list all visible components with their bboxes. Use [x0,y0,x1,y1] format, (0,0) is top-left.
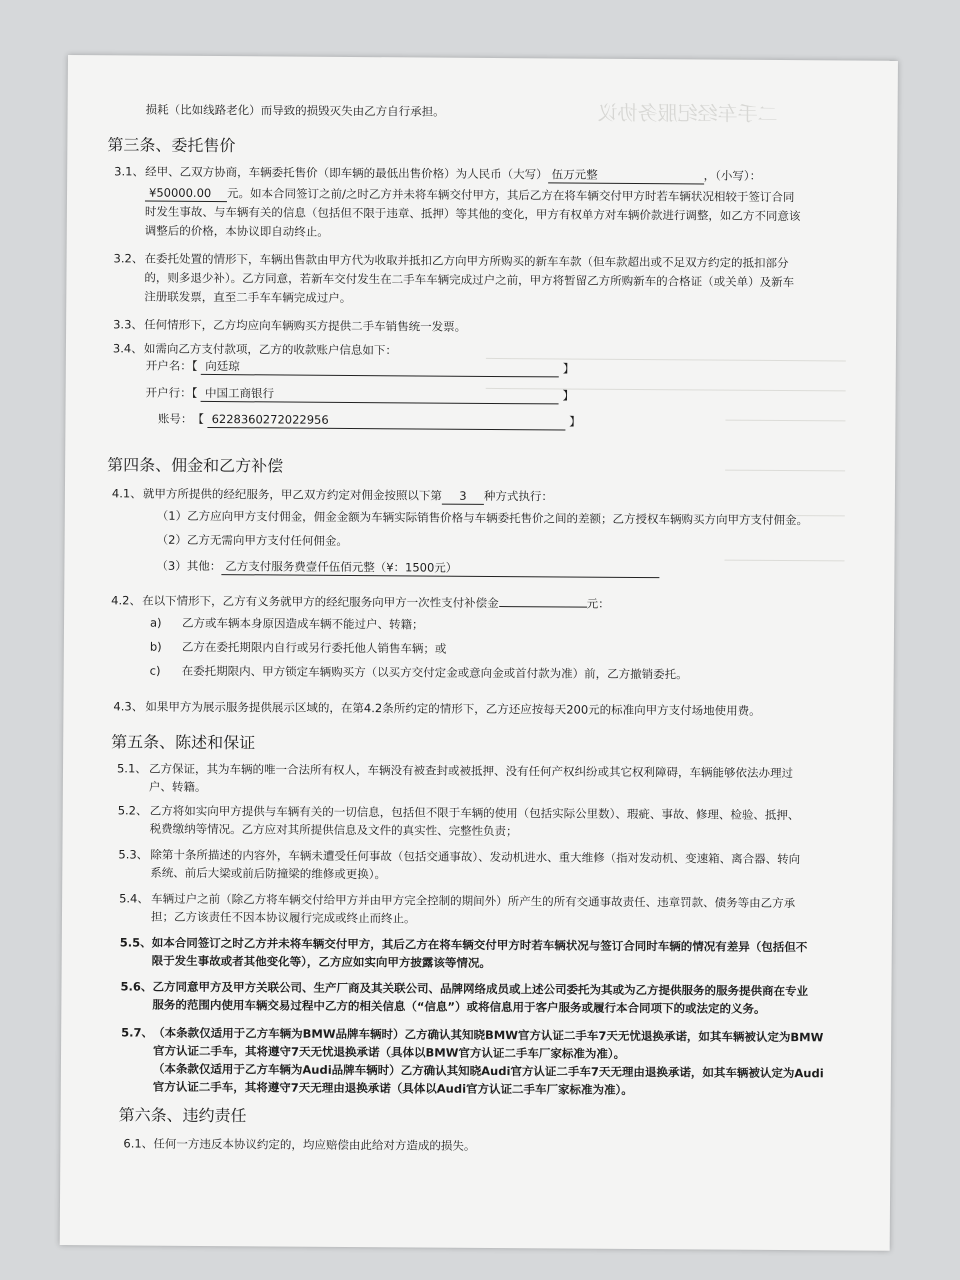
clause-3-2-line1: 在委托处置的情形下，车辆出售款由甲方代为收取并抵扣乙方向甲方所购买的新车车款（但车款超出或不足双方约定的抵扣部分 [144,251,789,271]
bracket-close: 】 [559,361,575,376]
clause-5-7-line4: 官方认证二手车，其将遵守7天无理由退换承诺（具体以Audi官方认证二手车厂家标准为准）。 [152,1079,633,1097]
clause-3-4-text: 如需向乙方支付款项，乙方的收款账户信息如下： [143,341,397,358]
condition-b-key: b) [149,639,162,654]
clause-5-7-line3: （本条款仅适用于乙方车辆为Audi品牌车辆时）乙方确认其知晓Audi官方认证二手车7天无理由退换承诺，如其车辆被认定为Audi [152,1061,824,1081]
article-6-title: 第六条、违约责任 [118,1105,247,1126]
account-number-row [145,411,580,431]
account-number-value: 6228360272022956 [208,411,566,430]
bracket-open: 【 [191,385,202,400]
clause-3-3-number: 3.3、 [113,317,143,332]
clause-4-2-number: 4.2、 [111,593,142,608]
clause-4-1-number: 4.1、 [111,486,142,501]
clause-5-6-line1: 乙方同意甲方及甲方关联公司、生产厂商及其关联公司、品牌网络成员或上述公司委托为其或为乙方提供服务的服务提供商在专业 [152,979,809,999]
compensation-amount-blank [499,606,587,608]
clause-5-4-number: 5.4、 [119,891,149,906]
clause-3-1-number: 3.1、 [114,164,145,179]
clause-5-2-line1: 乙方将如实向甲方提供与车辆有关的一切信息，包括但不限于车辆的使用（包括实际公里数）、瑕疵、事故、修理、检验、抵押、 [149,803,800,823]
commission-option-3: （3）其他： 乙方支付服务费壹仟伍佰元整（¥：1500元） [156,558,659,579]
clause-5-1-line2: 户、转籍。 [148,779,207,794]
contract-page [60,55,898,1251]
show-through-line [725,470,845,472]
bank-label: 开户行： [145,385,192,400]
clause-3-2-line2: 的，则多退少补）。乙方同意，若新车交付发生在二手车车辆完成过户之前，甲方将暂留乙方所购新车的合格证（或关单）及新车 [144,270,795,290]
article-3-title: 第三条、委托售价 [107,135,236,156]
clause-4-2-line: 在以下情形下，乙方有义务就甲方的经纪服务向甲方一次性支付补偿金 元： [142,593,610,611]
article-4-title: 第四条、佣金和乙方补偿 [107,455,284,476]
clause-5-4-line2: 担；乙方该责任不因本协议履行完成或终止而终止。 [150,909,416,926]
bank-value: 中国工商银行 [201,385,559,404]
clause-3-1-line2: ¥50000.00 元。如本合同签订之前/之时乙方并未将车辆交付甲方，其后乙方在将车辆交付甲方时若车辆状况相较于签订合同 [145,185,794,207]
clause-6-1-number: 6.1、 [123,1136,154,1151]
bracket-close: 】 [565,414,581,429]
clause-4-3-text: 如果甲方为展示服务提供展示区域的，在第4.2条所约定的情形下，乙方还应按每天200元的标准向甲方支付场地使用费。 [145,699,761,718]
condition-c-key: c) [149,663,161,678]
show-through-line [725,420,845,422]
article-5-title: 第五条、陈述和保证 [111,732,256,753]
condition-c-text: 在委托期限内、甲方锁定车辆购买方（以买方交付定金或意向金或首付款为准）前，乙方撤销委托。 [181,663,688,682]
clause-3-4-number: 3.4、 [112,341,143,356]
bracket-open: 【 [191,358,202,373]
price-in-figures: ¥50000.00 [145,185,227,203]
clause-5-7-line1: （本条款仅适用于乙方车辆为BMW品牌车辆时）乙方确认其知晓BMW官方认证二手车7天无忧退换承诺，如其车辆被认定为BMW [153,1025,824,1045]
condition-a-key: a) [149,615,162,630]
condition-b-text: 乙方在委托期限内自行或另行委托他人销售车辆；或 [181,639,447,656]
price-in-words: 伍万元整 [548,166,704,184]
clause-5-6-number: 5.6、 [120,979,153,994]
bracket-close: 】 [558,388,575,403]
show-through: 二手车经纪服务协议 [597,100,778,126]
clause-5-5-number: 5.5、 [119,935,152,950]
clause-3-1-line3: 时发生事故、与车辆有关的信息（包括但不限于违章、抵押）等其他的变化，甲方有权单方对车辆价款进行调整，如乙方不同意该 [144,204,801,224]
clause-5-3-line2: 系统、前后大梁或前后防撞梁的维修或更换）。 [150,865,387,882]
clause-4-3-number: 4.3、 [113,699,144,714]
clause-5-7-number: 5.7、 [121,1025,154,1040]
clause-5-2-line2: 税费缴纳等情况。乙方应对其所提供信息及文件的真实性、完整性负责； [149,821,518,839]
condition-a-text: 乙方或车辆本身原因造成车辆不能过户、转籍； [181,615,424,632]
clause-5-1-number: 5.1、 [116,761,147,776]
clause-5-5-line1: 如本合同签订之时乙方并未将车辆交付甲方，其后乙方在将车辆交付甲方时若车辆状况与签订合同时车辆的情况有差异（包括但不 [151,935,808,955]
clause-5-5-line2: 限于发生事故或者其他变化等），乙方应如实向甲方披露该等情况。 [151,953,491,970]
account-name-label: 开户名： [145,358,192,373]
clause-4-1-line: 就甲方所提供的经纪服务，甲乙双方约定对佣金按照以下第 3 种方式执行： [142,486,553,504]
clause-3-2-number: 3.2、 [113,251,144,266]
clause-5-1-line1: 乙方保证，其为车辆的唯一合法所有权人，车辆没有被查封或被抵押、没有任何产权纠纷或其它权利障碍，车辆能够依法办理过 [148,761,794,781]
clause-5-4-line1: 车辆过户之前（除乙方将车辆交付给甲方并由甲方完全控制的期间外）所产生的所有交通事故责任、违章罚款、债务等由乙方承 [151,891,796,911]
clause-3-2-line3: 注册联发票，直至二手车车辆完成过户。 [144,289,352,305]
bracket-open: 【 [192,411,208,426]
clause-3-1-line4: 调整后的价格，本协议即自动终止。 [144,223,329,239]
account-name-value: 向廷琼 [201,358,559,377]
commission-option-3-value: 乙方支付服务费壹仟伍佰元整（¥：1500元） [221,558,659,578]
show-through-line [724,560,844,562]
clause-5-3-number: 5.3、 [118,847,149,862]
commission-option-1: （1）乙方应向甲方支付佣金，佣金金额为车辆实际销售价格与车辆委托售价之间的差额；乙方授权车辆购买方向甲方支付佣金。 [156,508,809,528]
clause-5-2-number: 5.2、 [117,803,148,818]
commission-option-choice: 3 [442,488,484,505]
commission-option-2: （2）乙方无需向甲方支付任何佣金。 [156,532,348,548]
clause-5-6-line2: 服务的范围内使用车辆交易过程中乙方的相关信息（“信息”）或将信息用于客户服务或履行本合同项下的或法定的义务。 [152,997,766,1016]
account-number-label: 账号： [157,411,193,426]
account-name-row [146,358,575,378]
clause-6-1-text: 任何一方违反本协议约定的，均应赔偿由此给对方造成的损失。 [153,1136,476,1153]
clause-5-7-line2: 官方认证二手车，其将遵守7天无忧退换承诺（具体以BMW官方认证二手车厂家标准为准）。 [153,1043,626,1061]
continuation-line: 损耗（比如线路老化）而导致的损毁灭失由乙方自行承担。 [145,102,445,119]
clause-3-3-text: 任何情形下，乙方均应向车辆购买方提供二手车销售统一发票。 [144,317,467,334]
clause-3-1-line1: 经甲、乙双方协商，车辆委托售价（即车辆的最低出售价格）为人民币（大写） 伍万元整 ，（小写）： [145,164,762,183]
clause-5-3-line1: 除第十条所描述的内容外，车辆未遭受任何事故（包括交通事故）、发动机进水、重大维修（指对发动机、变速箱、离合器、转向 [150,847,801,867]
bank-row [146,385,575,405]
